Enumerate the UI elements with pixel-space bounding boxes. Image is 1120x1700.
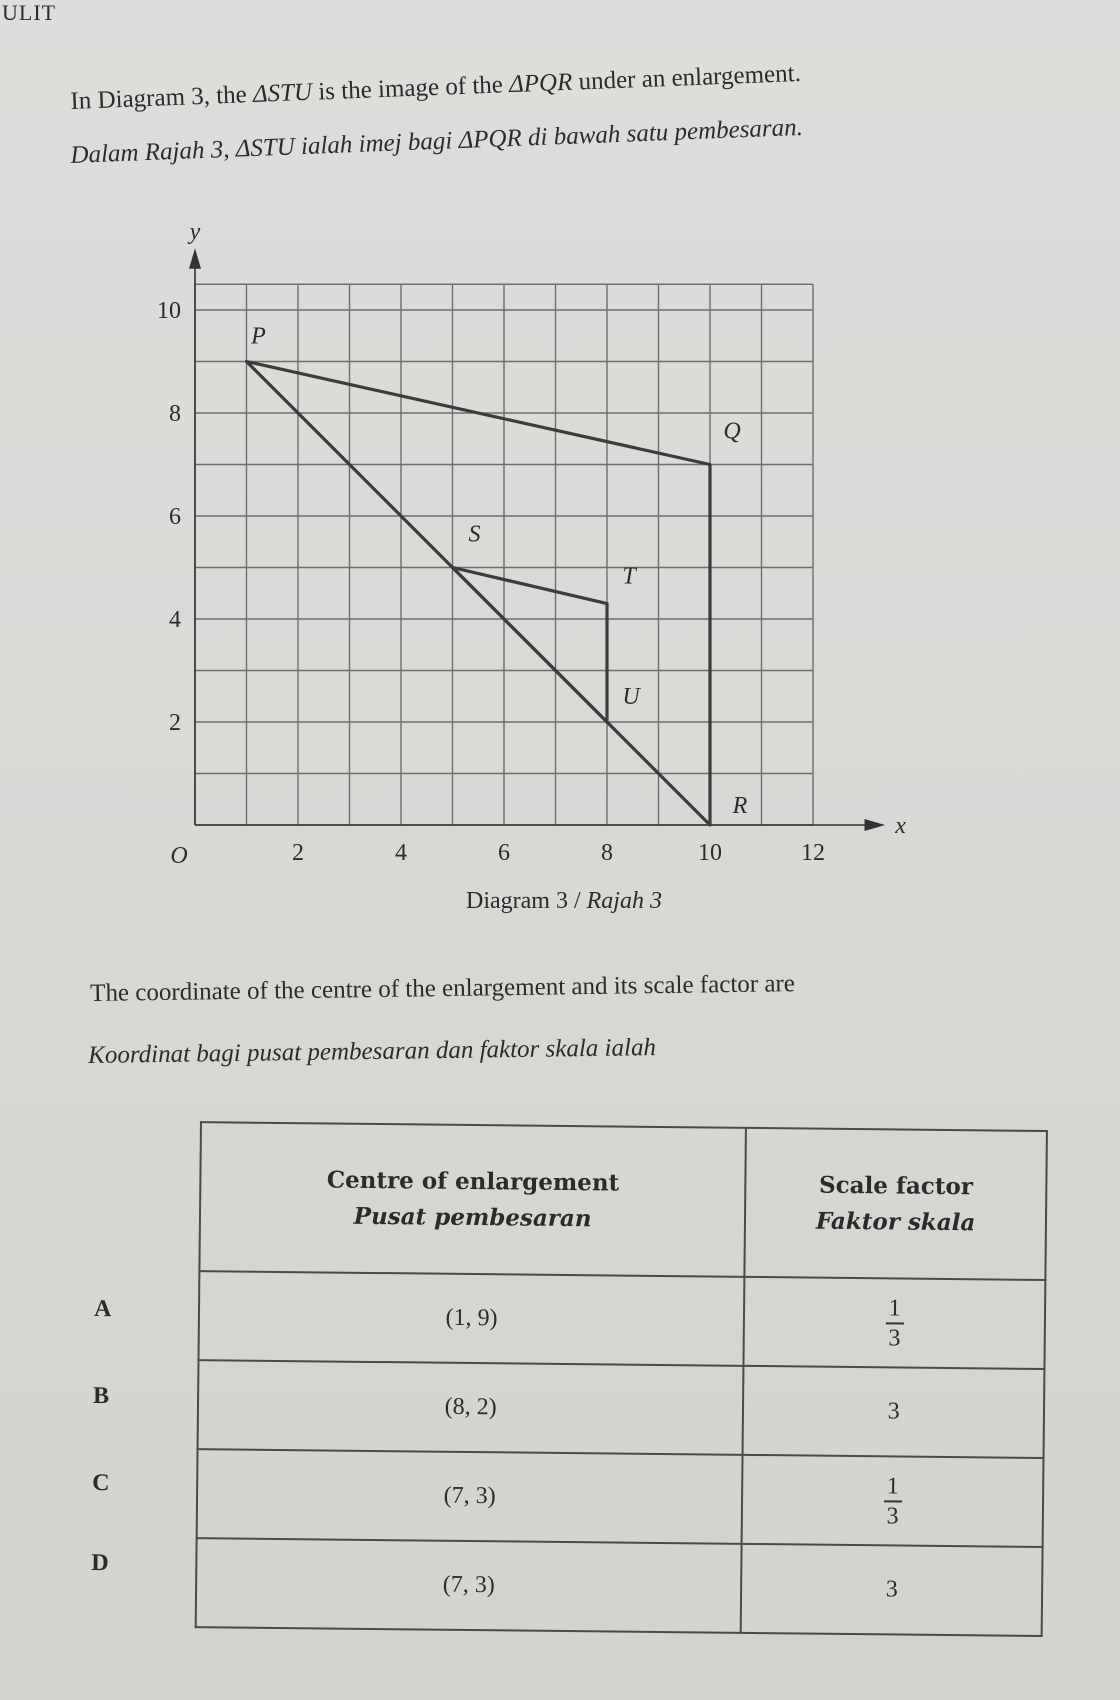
x-axis-label: x (895, 813, 906, 839)
triangle-stu (453, 568, 608, 723)
header-centre (199, 1122, 746, 1277)
question-en-suffix: under an enlargement. (578, 59, 802, 96)
header-centre-ms: Pusat pembesaran (353, 1202, 592, 1232)
y-tick-label: 2 (169, 710, 181, 736)
prompt-malay: Koordinat bagi pusat pembesaran dan faktor skala ialah (88, 1034, 657, 1069)
question-en-mid: is the image of the (317, 71, 504, 106)
image-triangle-name: ΔSTU (252, 78, 313, 108)
y-tick-label: 6 (169, 504, 181, 530)
option-row-a[interactable] (198, 1271, 1045, 1369)
vertex-label-t: T (622, 563, 636, 590)
vertex-label-p: P (251, 323, 266, 350)
fraction (883, 1472, 902, 1530)
table-header-row (199, 1122, 1047, 1280)
option-a-scale (744, 1277, 1046, 1369)
x-axis-arrow-icon (865, 819, 886, 831)
option-b-centre: (8, 2) (198, 1360, 744, 1455)
diagram-caption (466, 888, 662, 915)
option-c-centre: (7, 3) (197, 1449, 743, 1544)
option-d-scale: 3 (741, 1544, 1043, 1636)
option-letter-d[interactable]: D (91, 1550, 109, 1577)
axes (189, 248, 885, 831)
option-row-d[interactable] (196, 1538, 1043, 1636)
question-english (70, 60, 801, 116)
question-en-prefix: In Diagram 3, the (70, 81, 248, 115)
question-ms-mid: ialah imej bagi (300, 127, 453, 161)
x-tick-label: 2 (292, 840, 304, 866)
x-tick-label: 4 (395, 840, 407, 866)
x-tick-label: 10 (698, 840, 722, 866)
option-d-centre: (7, 3) (196, 1538, 742, 1633)
caption-english: Diagram 3 (466, 888, 568, 914)
diagram-labels (157, 219, 906, 869)
y-tick-label: 4 (169, 607, 181, 633)
option-letter-b[interactable]: B (92, 1383, 110, 1410)
fraction-denominator: 3 (886, 1502, 899, 1529)
object-triangle-name: ΔPQR (508, 68, 573, 99)
origin-label: O (170, 843, 188, 869)
caption-separator: / (567, 888, 587, 914)
option-a-centre: (1, 9) (198, 1271, 744, 1366)
vertex-label-s: S (468, 521, 481, 548)
grid-lines (195, 284, 813, 825)
x-tick-label: 8 (601, 840, 613, 866)
vertex-label-r: R (732, 793, 748, 819)
page-code: ULIT (2, 0, 57, 25)
triangles (247, 362, 711, 826)
question-ms-prefix: Dalam Rajah 3, (70, 135, 230, 169)
prompt-english: The coordinate of the centre of the enlargement and its scale factor are (90, 970, 796, 1007)
question-malay (70, 114, 803, 170)
y-tick-label: 10 (157, 298, 181, 324)
fraction-numerator: 1 (888, 1294, 901, 1321)
y-tick-label: 8 (169, 401, 181, 427)
header-centre-en: Centre of enlargement (326, 1165, 620, 1197)
image-triangle-name-ms: ΔSTU (235, 133, 296, 163)
option-b-scale: 3 (743, 1366, 1045, 1458)
question-ms-suffix: di bawah satu pembesaran. (527, 113, 804, 152)
y-axis-arrow-icon (189, 248, 201, 269)
answer-options (85, 1120, 1050, 1630)
option-letter-c[interactable]: C (92, 1470, 110, 1497)
option-letter-a[interactable]: A (93, 1296, 112, 1323)
header-scale (745, 1128, 1047, 1280)
fraction-denominator: 3 (888, 1324, 901, 1351)
option-c-scale (742, 1455, 1044, 1547)
header-scale-en: Scale factor (818, 1171, 974, 1200)
option-row-c[interactable] (197, 1449, 1044, 1547)
options-table (195, 1121, 1048, 1637)
object-triangle-name-ms: ΔPQR (458, 124, 523, 155)
vertex-label-q: Q (723, 418, 741, 445)
vertex-label-u: U (622, 684, 640, 710)
caption-malay: Rajah 3 (586, 888, 662, 914)
y-axis-label: y (189, 219, 201, 246)
coordinate-grid-diagram (140, 219, 906, 875)
option-row-b[interactable] (198, 1360, 1045, 1458)
x-tick-label: 12 (801, 840, 825, 866)
header-scale-ms: Faktor skala (815, 1207, 976, 1236)
fraction-numerator: 1 (886, 1472, 900, 1499)
fraction (885, 1294, 904, 1352)
x-tick-label: 6 (498, 840, 510, 866)
